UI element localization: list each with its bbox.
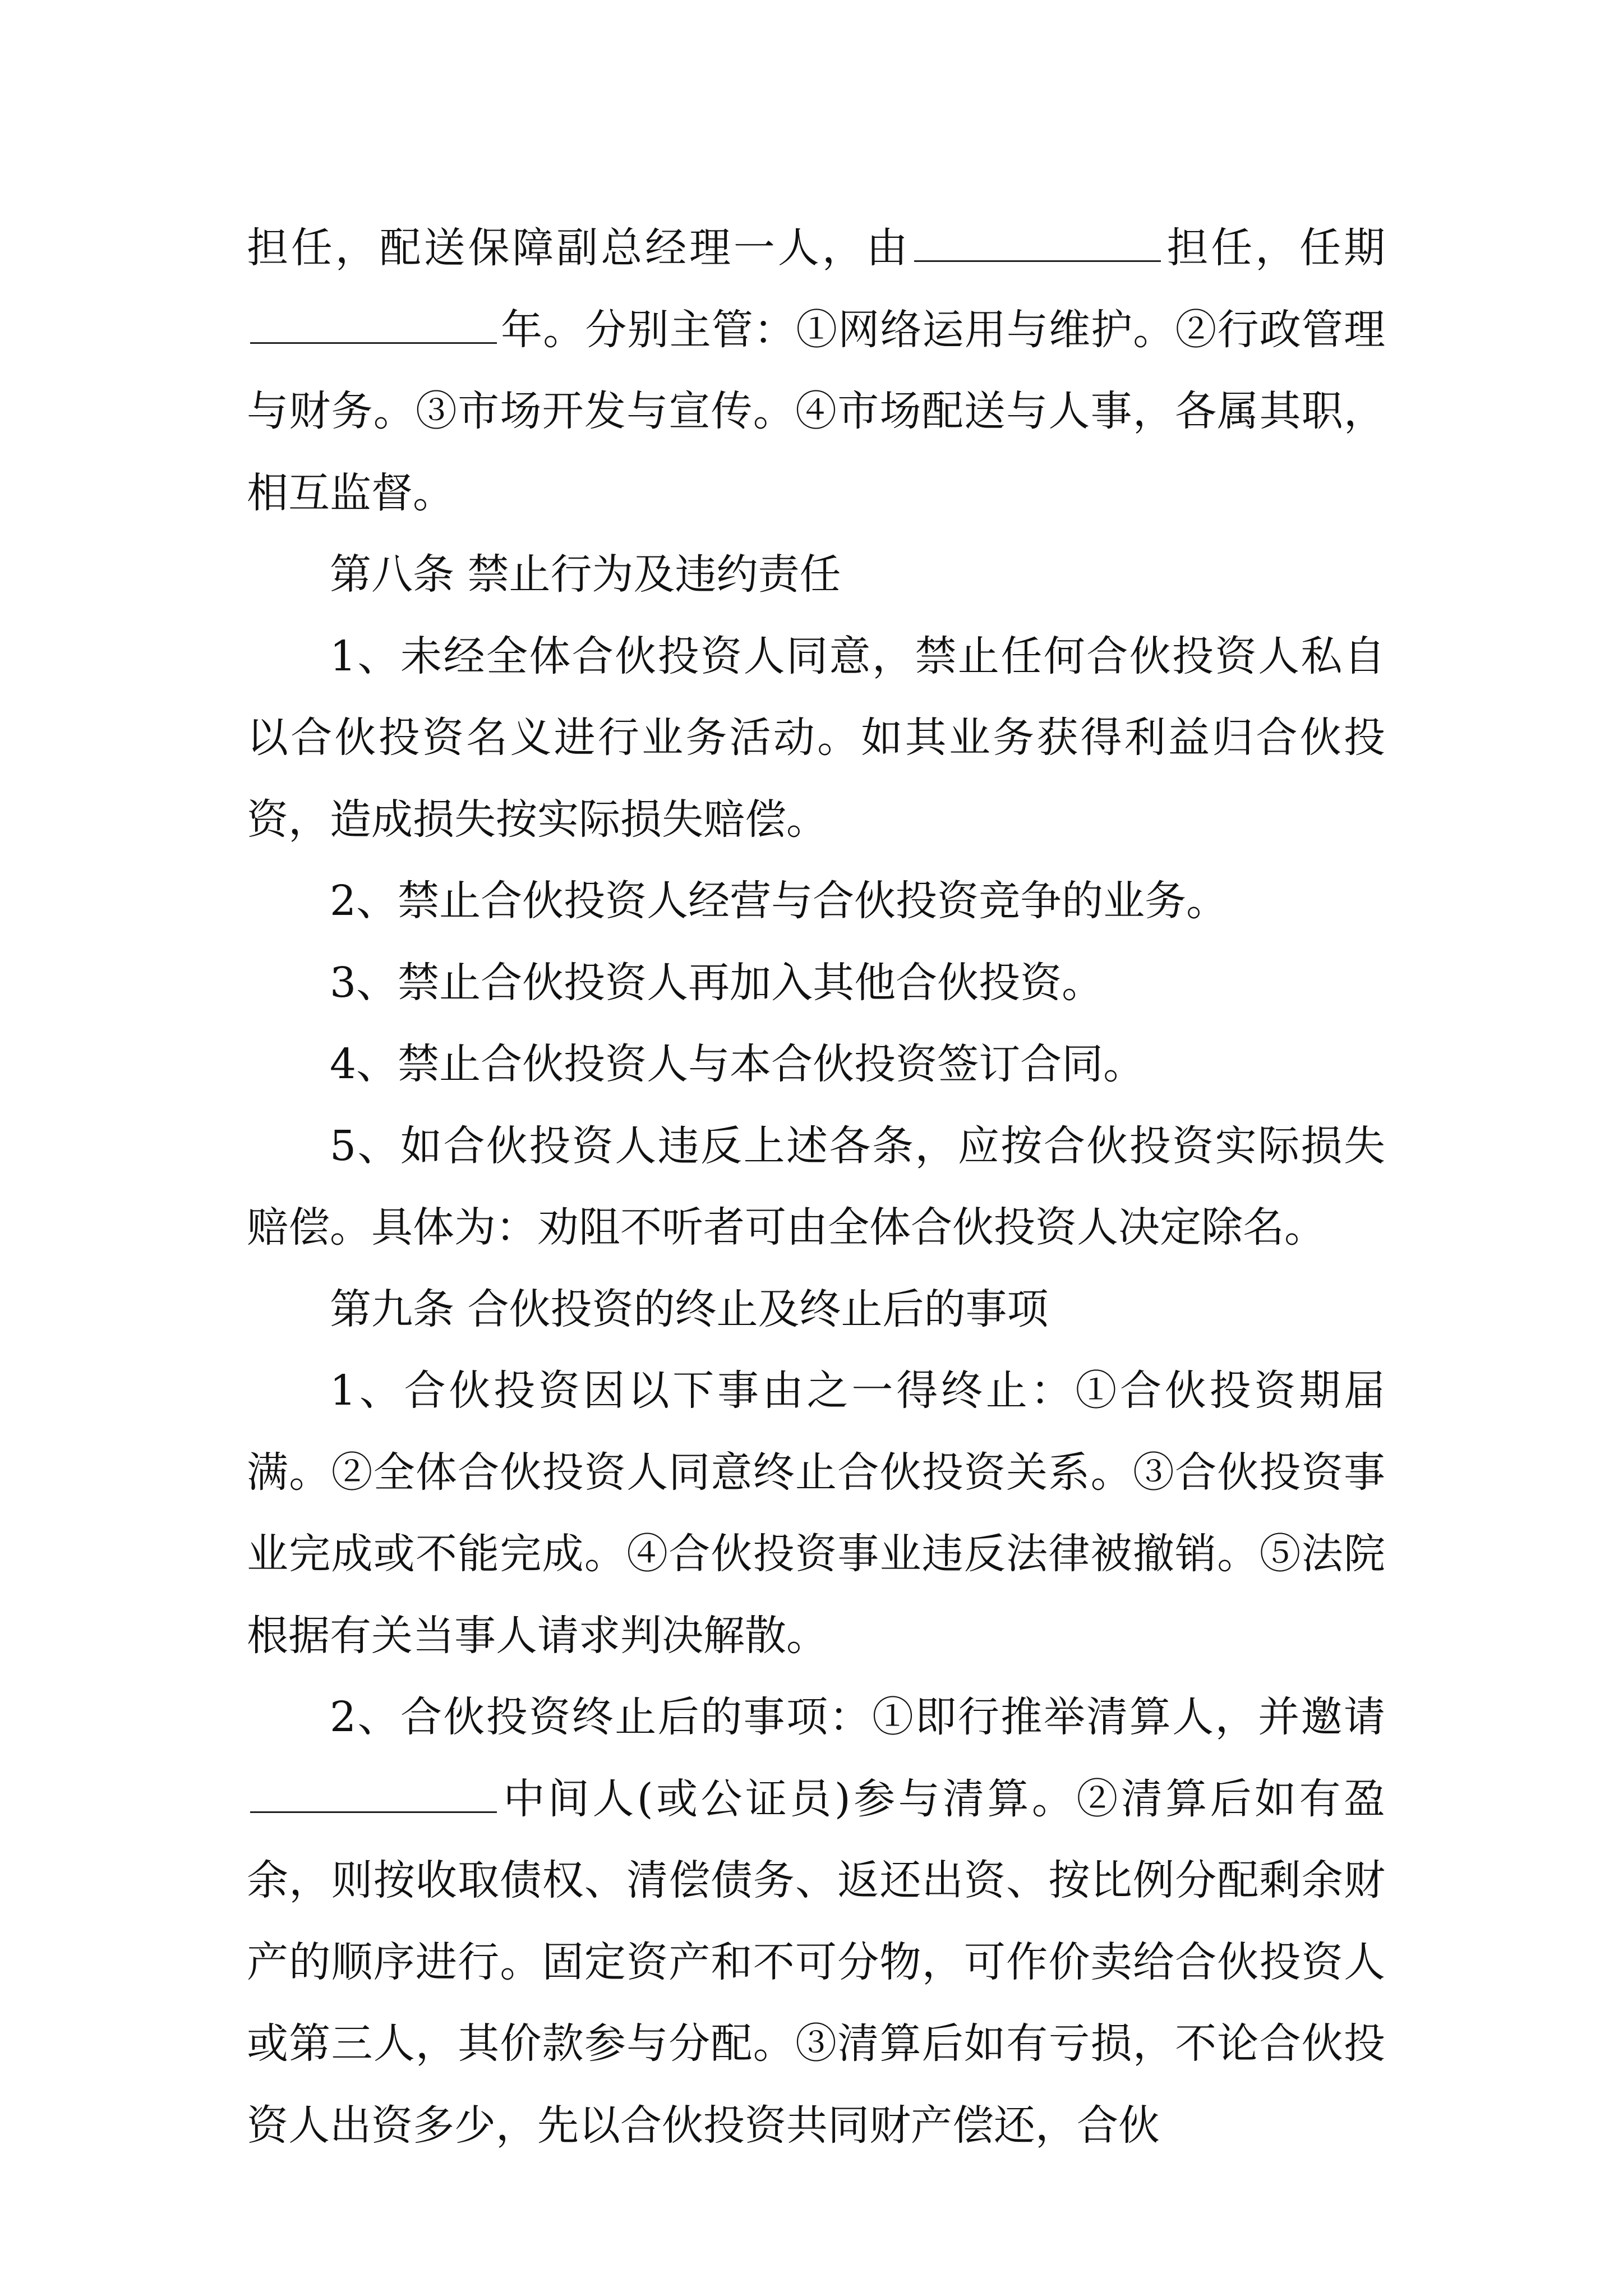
paragraph-text: 担任，任期 (1164, 224, 1385, 272)
paragraph-text: 担任，配送保障副总经理一人，由 (247, 224, 911, 272)
paragraph (247, 1350, 1385, 1677)
article-heading (247, 534, 1385, 616)
paragraph-text: 中间人(或公证员)参与清算。②清算后如有盈余，则按收取债权、清偿债务、返还出资、按比例分配剩余财产的顺序进行。固定资产和不可分物，可作价卖给合伙投资人或第三人，其价款参与分配。③清算后如有亏损，不论合伙投资人出资多少，先以合伙投资共同财产偿还，合伙 (247, 1774, 1385, 2150)
paragraph (247, 616, 1385, 861)
paragraph-text: 2、禁止合伙投资人经营与合伙投资竞争的业务。 (330, 877, 1228, 925)
fill-in-blank (250, 1811, 497, 1813)
paragraph-text: 2、合伙投资终止后的事项：①即行推举清算人，并邀请 (330, 1693, 1385, 1741)
paragraph (247, 208, 1385, 534)
paragraph (247, 861, 1385, 942)
fill-in-blank (250, 342, 497, 344)
paragraph-text: 3、禁止合伙投资人再加入其他合伙投资。 (330, 958, 1104, 1007)
paragraph (247, 1106, 1385, 1269)
document-body (247, 208, 1385, 2166)
paragraph-text: 年。分别主管：①网络运用与维护。②行政管理与财务。③市场开发与宣传。④市场配送与人事，各属其职，相互监督。 (247, 305, 1385, 517)
paragraph-text: 1、合伙投资因以下事由之一得终止：①合伙投资期届满。②全体合伙投资人同意终止合伙投资关系。③合伙投资事业完成或不能完成。④合伙投资事业违反法律被撤销。⑤法院根据有关当事人请求判决解散。 (247, 1366, 1385, 1660)
paragraph-text: 5、如合伙投资人违反上述各条，应按合伙投资实际损失赔偿。具体为：劝阻不听者可由全体合伙投资人决定除名。 (247, 1121, 1385, 1251)
paragraph (247, 1024, 1385, 1106)
fill-in-blank (914, 260, 1161, 262)
paragraph (247, 1677, 1385, 2166)
paragraph-text: 4、禁止合伙投资人与本合伙投资签订合同。 (330, 1040, 1145, 1088)
article-heading (247, 1269, 1385, 1351)
paragraph-text: 第九条 合伙投资的终止及终止后的事项 (330, 1285, 1049, 1333)
paragraph-text: 第八条 禁止行为及违约责任 (330, 550, 841, 599)
paragraph-text: 1、未经全体合伙投资人同意，禁止任何合伙投资人私自以合伙投资名义进行业务活动。如其业务获得利益归合伙投资，造成损失按实际损失赔偿。 (247, 632, 1385, 844)
paragraph (247, 942, 1385, 1024)
